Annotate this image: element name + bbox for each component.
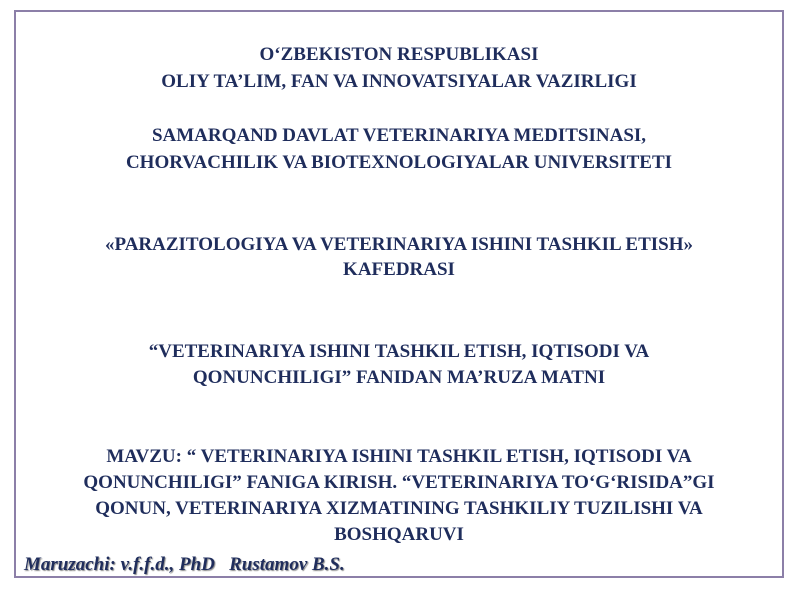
lecturer-credit: Maruzachi: v.f.f.d., PhD Rustamov B.S. (24, 554, 345, 575)
ministry-country: O‘ZBEKISTON RESPUBLIKASI (259, 44, 539, 65)
topic-line2: QONUNCHILIGI” FANIGA KIRISH. “VETERINARIYA TO‘G‘RISIDA”GI (83, 472, 715, 493)
department-name-line2: KAFEDRASI (343, 259, 455, 280)
university-name-line1: SAMARQAND DAVLAT VETERINARIYA MEDITSINASI, (151, 125, 647, 146)
topic-line1: MAVZU: “ VETERINARIYA ISHINI TASHKIL ETISH, IQTISODI VA (106, 446, 692, 467)
subject-title-line1: “VETERINARIYA ISHINI TASHKIL ETISH, IQTISODI VA (148, 341, 650, 362)
subject-title-line2: QONUNCHILIGI” FANIDAN MA’RUZA MATNI (192, 367, 606, 388)
ministry-name: OLIY TA’LIM, FAN VA INNOVATSIYALAR VAZIRLIGI (161, 71, 637, 92)
topic-line4: BOSHQARUVI (334, 524, 464, 545)
topic-line3: QONUN, VETERINARIYA XIZMATINING TASHKILIY TUZILISHI VA (95, 498, 703, 519)
department-name-line1: «PARAZITOLOGIYA VA VETERINARIYA ISHINI TASHKIL ETISH» (105, 234, 693, 255)
university-name-line2: CHORVACHILIK VA BIOTEXNOLOGIYALAR UNIVERSITETI (125, 152, 673, 173)
